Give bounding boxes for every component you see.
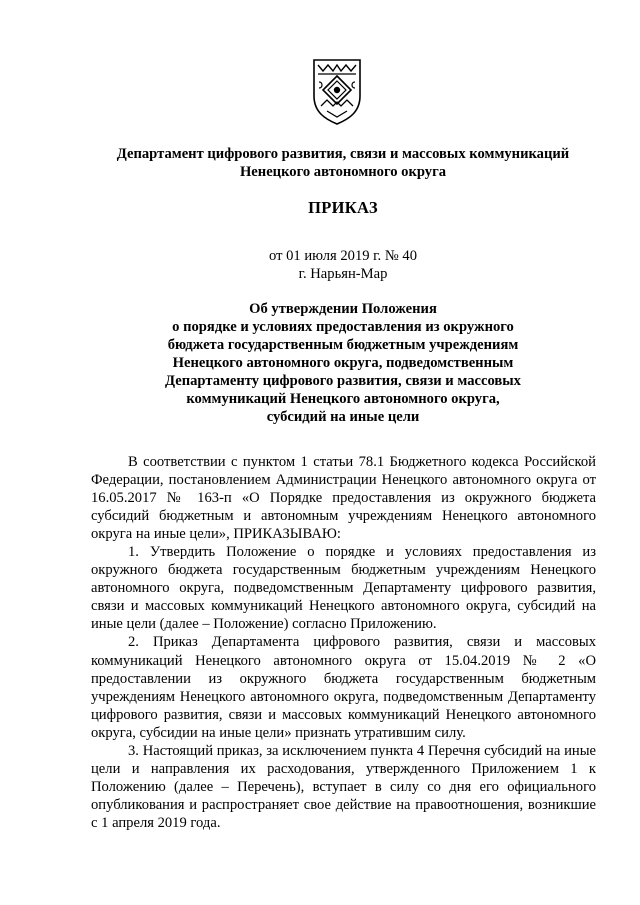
- subject-line: Департаменту цифрового развития, связи и массовых: [165, 373, 521, 389]
- item-2-paragraph: 2. Приказ Департамента цифрового развития, связи и массовых коммуникаций Ненецкого автономного округа от 15.04.2019 № 2 «О предоставлении из окружного бюджета государственным бюджетным учреждениям Ненецкого автономного округа, подведомственным Департаменту цифрового развития, связи и массовых коммуникаций Ненецкого автономного округа, субсидии на иные цели» признать утратившим силу.: [91, 634, 596, 741]
- document-type: ПРИКАЗ: [308, 198, 378, 217]
- preamble-paragraph: В соответствии с пунктом 1 статьи 78.1 Бюджетного кодекса Российской Федерации, постановлением Администрации Ненецкого автономного округа от 16.05.2017 № 163-п «О Порядке предоставления из окружного бюджета субсидий бюджетным и автономным учреждениям Ненецкого автономного округа на иные цели», ПРИКАЗЫВАЮ:: [91, 454, 596, 543]
- subject-line: Ненецкого автономного округа, подведомственным: [172, 355, 514, 371]
- organization-name: [60, 145, 626, 181]
- subject-line: бюджета государственным бюджетным учреждениям: [167, 337, 519, 353]
- document-subject: [60, 300, 626, 426]
- nao-coat-of-arms-icon: [309, 56, 365, 126]
- organization-name-line2: Ненецкого автономного округа: [239, 164, 447, 180]
- document-body: [91, 453, 596, 832]
- city: г. Нарьян-Мар: [298, 266, 388, 282]
- subject-line: субсидий на иные цели: [266, 409, 420, 425]
- item-3-paragraph: 3. Настоящий приказ, за исключением пункта 4 Перечня субсидий на иные цели и направления их расходования, утвержденного Приложением 1 к Положению (далее – Перечень), вступает в силу со дня его официального опубликования и распространяет свое действие на правоотношения, возникшие с 1 апреля 2019 года.: [91, 742, 596, 831]
- document-meta: [60, 247, 626, 283]
- organization-name-line1: Департамент цифрового развития, связи и массовых коммуникаций: [116, 146, 570, 162]
- subject-line: Об утверждении Положения: [249, 301, 437, 317]
- subject-line: коммуникаций Ненецкого автономного округа,: [186, 391, 500, 407]
- subject-line: о порядке и условиях предоставления из окружного: [172, 319, 514, 335]
- item-1-paragraph: 1. Утвердить Положение о порядке и условиях предоставления из окружного бюджета государственным бюджетным учреждениям Ненецкого автономного округа, подведомственным Департаменту цифрового развития, связи и массовых коммуникаций Ненецкого автономного округа, субсидий на иные цели (далее – Положение) согласно Приложению.: [91, 544, 596, 633]
- date-and-number: от 01 июля 2019 г. № 40: [268, 248, 417, 264]
